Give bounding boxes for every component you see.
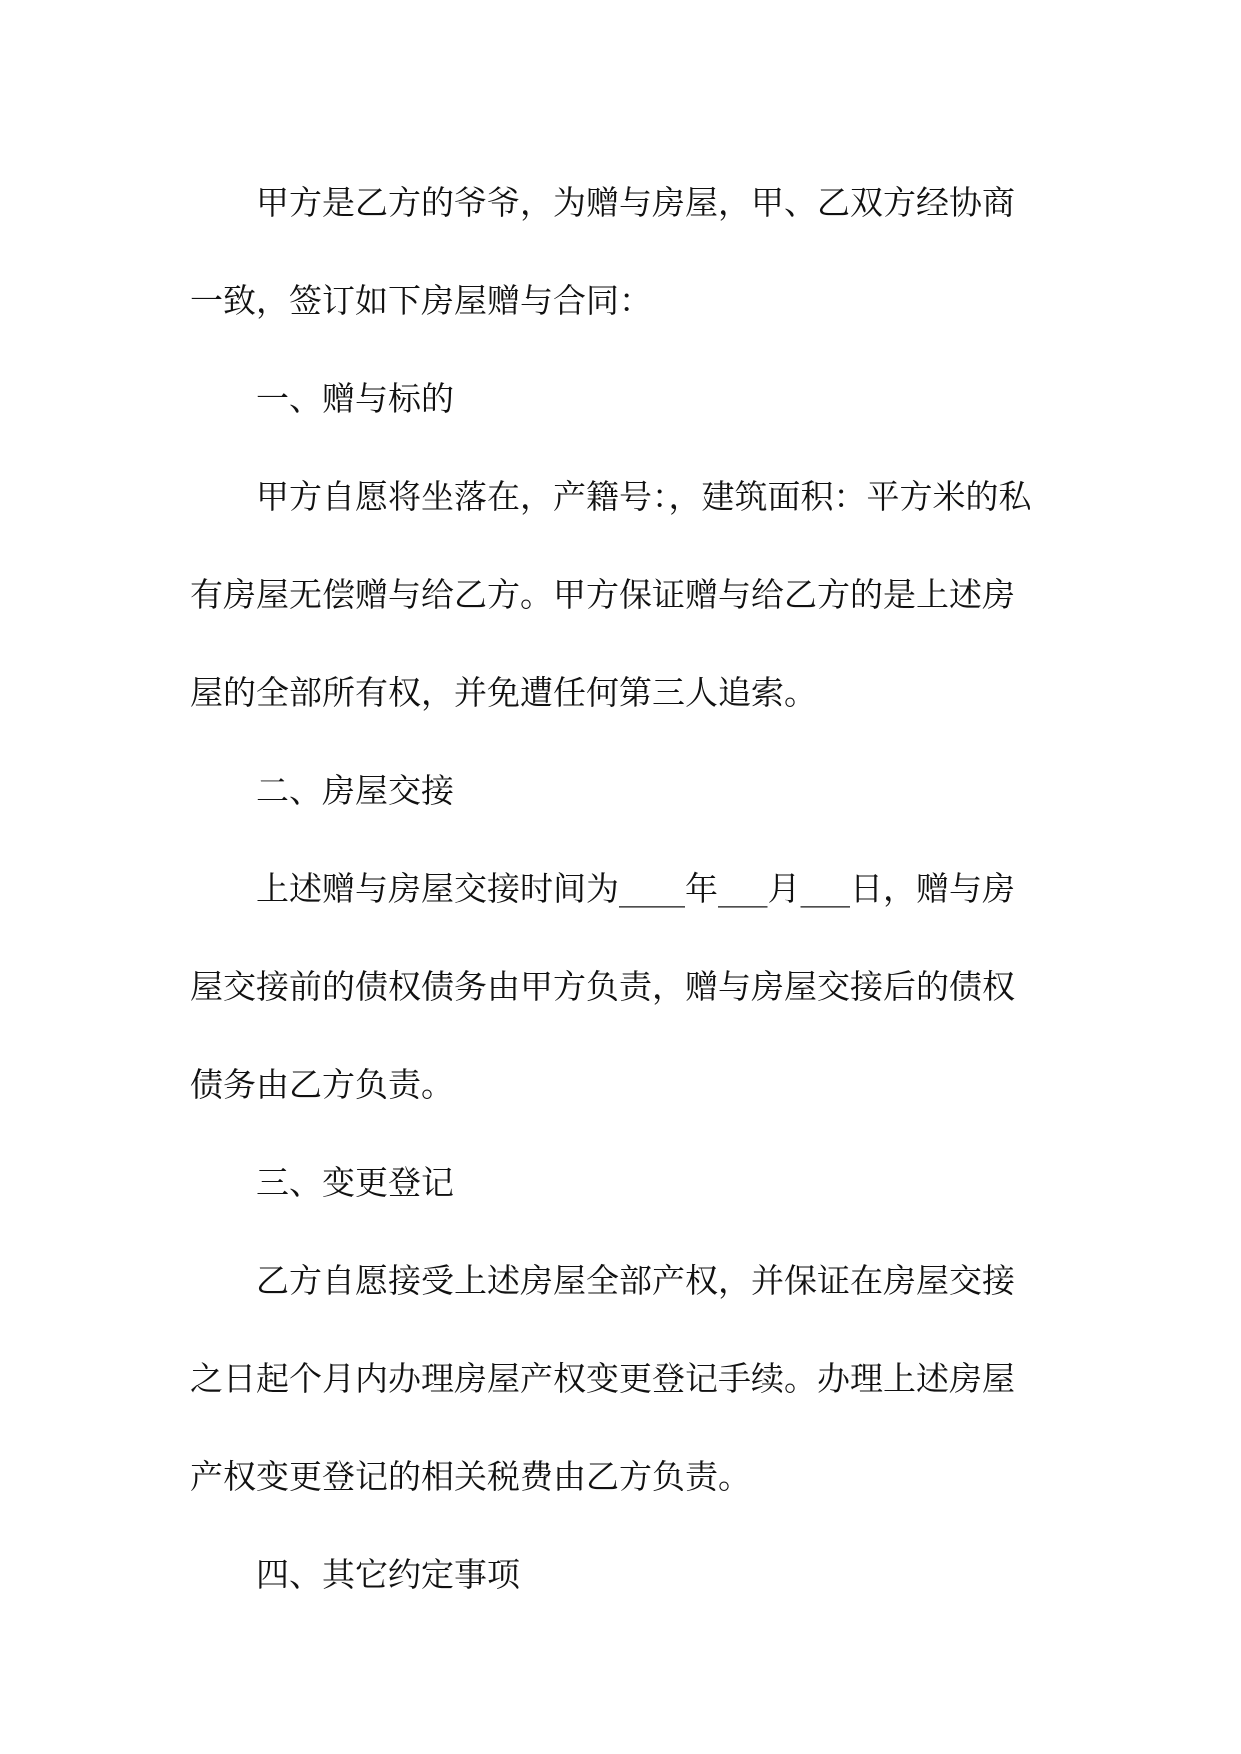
section-heading: 四、其它约定事项	[256, 1555, 520, 1594]
paragraph-line: 有房屋无偿赠与给乙方。甲方保证赠与给乙方的是上述房	[190, 575, 1015, 614]
paragraph-line: 屋交接前的债权债务由甲方负责，赠与房屋交接后的债权	[190, 967, 1015, 1006]
paragraph-line: 甲方自愿将坐落在，产籍号：，建筑面积：平方米的私	[256, 477, 1032, 516]
section-heading: 三、变更登记	[256, 1163, 454, 1202]
paragraph-line: 乙方自愿接受上述房屋全部产权，并保证在房屋交接	[256, 1261, 1015, 1300]
paragraph-line: 屋的全部所有权，并免遭任何第三人追索。	[190, 673, 817, 712]
document-body	[190, 170, 1060, 1640]
paragraph-line: 一致，签订如下房屋赠与合同：	[190, 281, 652, 320]
paragraph-line: 之日起个月内办理房屋产权变更登记手续。办理上述房屋	[190, 1359, 1015, 1398]
paragraph-line: 产权变更登记的相关税费由乙方负责。	[190, 1457, 751, 1496]
section-heading: 二、房屋交接	[256, 771, 454, 810]
paragraph-line: 上述赠与房屋交接时间为____年___月___日，赠与房	[256, 869, 1015, 908]
paragraph-line: 甲方是乙方的爷爷，为赠与房屋，甲、乙双方经协商	[256, 183, 1015, 222]
paragraph-line: 债务由乙方负责。	[190, 1065, 454, 1104]
section-heading: 一、赠与标的	[256, 379, 454, 418]
